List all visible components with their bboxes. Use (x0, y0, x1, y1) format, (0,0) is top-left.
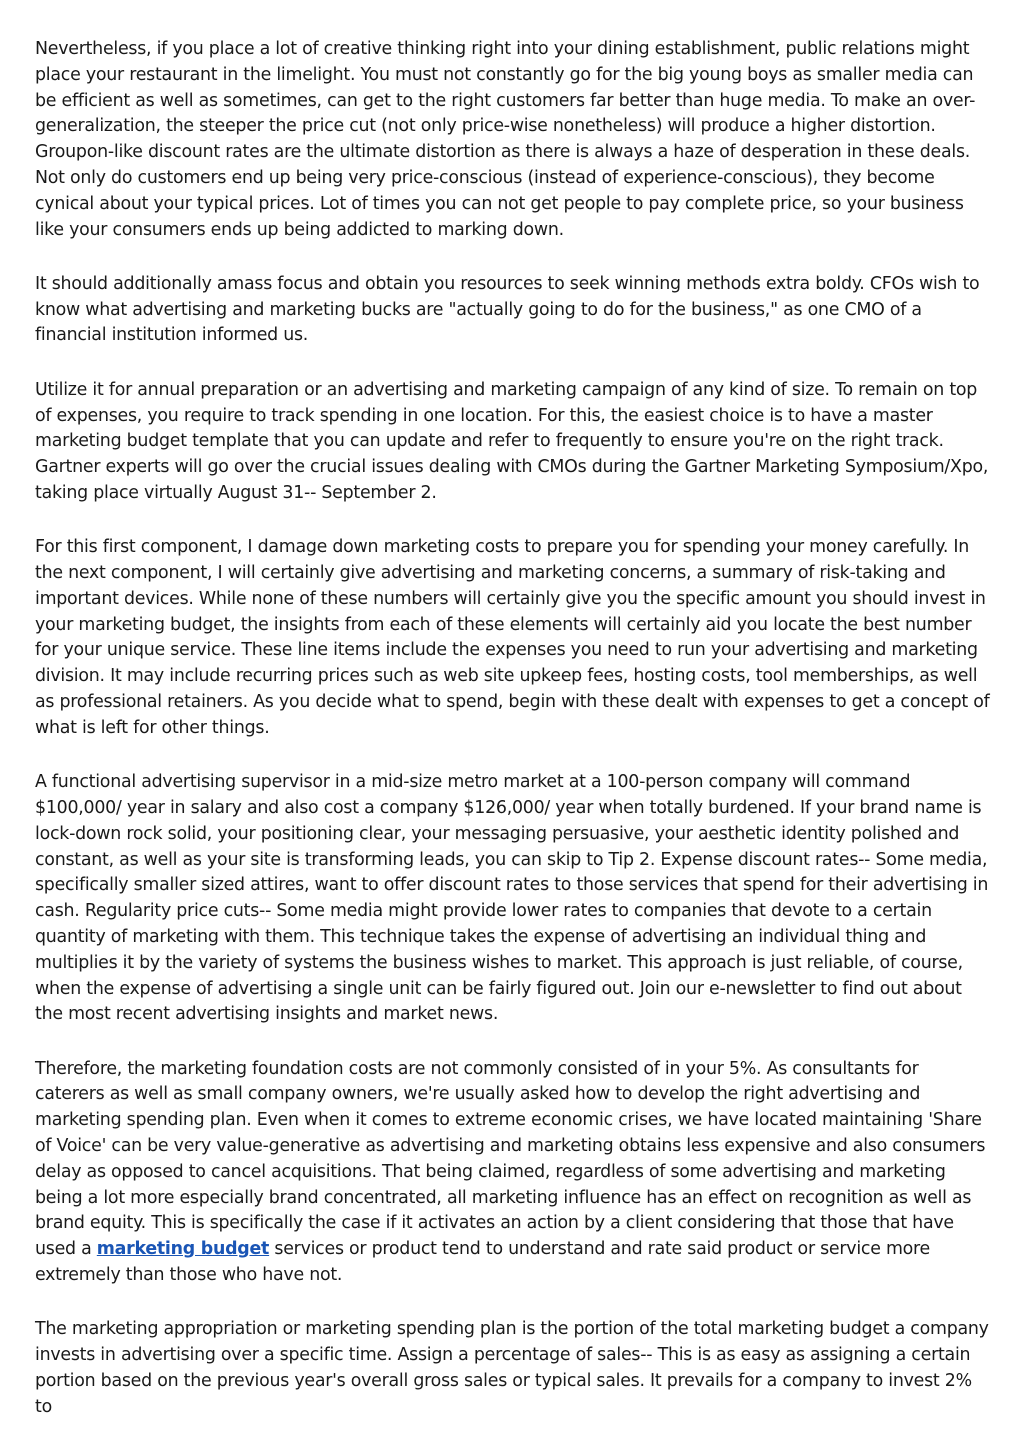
paragraph-6-text-before-link: Therefore, the marketing foundation costs are not commonly consisted of in your 5%. As consultants for caterers as well as small company owners, we're usually asked how to develop the right advertising and marketing spending plan. Even when it comes to extreme economic crises, we have located maintaining 'Share of Voice' can be very value-generative as advertising and marketing obtains less expensive and also consumers delay as opposed to cancel acquisitions. That being claimed, regardless of some advertising and marketing being a lot more especially brand concentrated, all marketing influence has an effect on recognition as well as brand equity. This is specifically the case if it activates an action by a client considering that those that have used a (35, 1058, 986, 1260)
paragraph-6 (35, 1057, 993, 1289)
document-page (35, 37, 993, 1449)
paragraph-4: For this first component, I damage down marketing costs to prepare you for spending your money carefully. In the next component, I will certainly give advertising and marketing concerns, a summary of risk-taking and important devices. While none of these numbers will certainly give you the specific amount you should invest in your marketing budget, the insights from each of these elements will certainly aid you locate the best number for your unique service. These line items include the expenses you need to run your advertising and marketing division. It may include recurring prices such as web site upkeep fees, hosting costs, tool memberships, as well as professional retainers. As you decide what to spend, begin with these dealt with expenses to get a concept of what is left for other things. (35, 537, 990, 738)
paragraph-6-text-after-link: services or product tend to understand and rate said product or service more extremely than those who have not. (35, 1239, 930, 1285)
paragraph-3: Utilize it for annual preparation or an advertising and marketing campaign of any kind of size. To remain on top of expenses, you require to track spending in one location. For this, the easiest choice is to have a master marketing budget template that you can update and refer to frequently to ensure you're on the right track. Gartner experts will go over the crucial issues dealing with CMOs during the Gartner Marketing Symposium/Xpo, taking place virtually August 31-- September 2. (35, 379, 989, 503)
marketing-budget-link[interactable]: marketing budget (96, 1239, 270, 1260)
paragraph-1: Nevertheless, if you place a lot of creative thinking right into your dining establishment, public relations might place your restaurant in the limelight. You must not constantly go for the big young boys as smaller media can be efficient as well as sometimes, can get to the right customers far better than huge media. To make an over-generalization, the steeper the price cut (not only price-wise nonetheless) will produce a higher distortion. Groupon-like discount rates are the ultimate distortion as there is always a haze of desperation in these deals. Not only do customers end up being very price-conscious (instead of experience-conscious), they become cynical about your typical prices. Lot of times you can not get people to pay complete price, so your business like your consumers ends up being addicted to marking down. (35, 39, 976, 240)
paragraph-2: It should additionally amass focus and obtain you resources to seek winning methods extra boldy. CFOs wish to know what advertising and marketing bucks are "actually going to do for the business," as one CMO of a financial institution informed us. (35, 273, 980, 346)
paragraph-5: A functional advertising supervisor in a mid-size metro market at a 100-person company will command $100,000/ year in salary and also cost a company $126,000/ year when totally burdened. If your brand name is lock-down rock solid, your positioning clear, your messaging persuasive, your aesthetic identity polished and constant, as well as your site is transforming leads, you can skip to Tip 2. Expense discount rates-- Some media, specifically smaller sized attires, want to offer discount rates to those services that spend for their advertising in cash. Regularity price cuts-- Some media might provide lower rates to companies that devote to a certain quantity of marketing with them. This technique takes the expense of advertising an individual thing and multiplies it by the variety of systems the business wishes to market. This approach is just reliable, of course, when the expense of advertising a single unit can be fairly figured out. Join our e-newsletter to find out about the most recent advertising insights and market news. (35, 772, 989, 1025)
paragraph-7: The marketing appropriation or marketing spending plan is the portion of the total marketing budget a company invests in advertising over a specific time. Assign a percentage of sales-- This is as easy as assigning a certain portion based on the previous year's overall gross sales or typical sales. It prevails for a company to invest 2% to (35, 1319, 989, 1417)
